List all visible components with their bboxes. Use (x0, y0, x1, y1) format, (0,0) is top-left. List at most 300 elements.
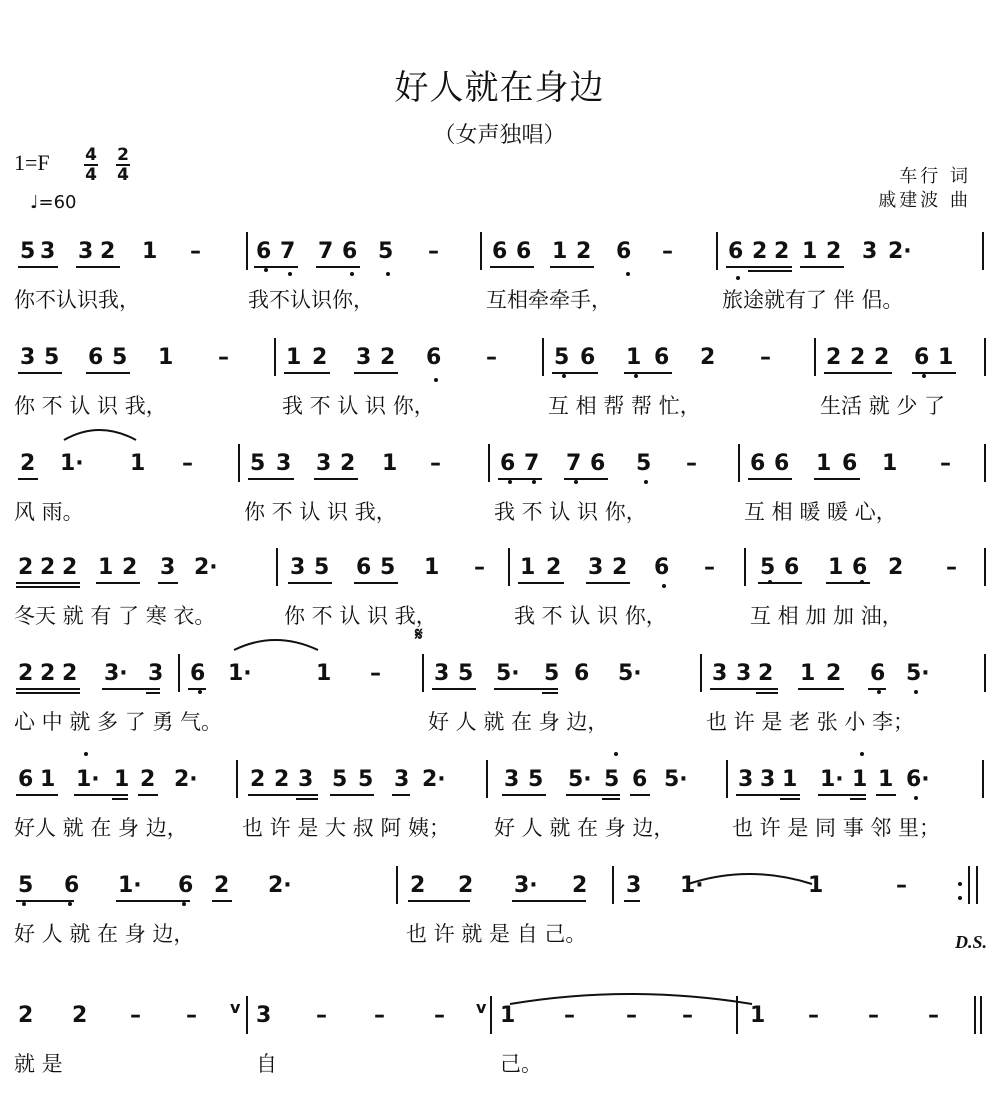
beam-underline (710, 688, 778, 690)
repeat-dot (958, 882, 962, 886)
note-symbol: 2 (40, 661, 56, 686)
beam-underline (630, 794, 650, 796)
beam-underline-double (542, 692, 558, 694)
breath-mark: v (476, 998, 487, 1017)
lyricist-credit: 车行 词 (899, 166, 971, 187)
octave-dot-below (198, 690, 202, 694)
note-symbol: 2 (340, 451, 356, 476)
note-symbol: 6 (852, 555, 868, 580)
note-symbol: 3· (104, 661, 128, 686)
note-symbol: 6 (256, 239, 272, 264)
beam-underline (818, 794, 866, 796)
meter-top: 2 (117, 145, 129, 165)
beam-underline (254, 266, 298, 268)
note-symbol: 2 (826, 661, 842, 686)
note-symbol: – (186, 1003, 197, 1028)
beam-underline (758, 582, 802, 584)
lyric-line: 也 许 是 老 张 小 李； (706, 710, 915, 734)
lyric-line: 我 不 认 识 你， (514, 604, 667, 628)
beam-underline-double (16, 586, 80, 588)
note-symbol: 6 (616, 239, 632, 264)
octave-dot-below (634, 374, 638, 378)
bar-line (276, 548, 278, 586)
note-symbol: 2 (850, 345, 866, 370)
note-symbol: – (374, 1003, 385, 1028)
lyric-line: 好 人 就 在 身 边， (494, 816, 675, 840)
note-symbol: – (182, 451, 193, 476)
lyric-line: 也 许 是 大 叔 阿 姨； (242, 816, 451, 840)
note-symbol: 5· (568, 767, 592, 792)
quarter-note-icon: ♩ (30, 192, 39, 213)
note-symbol: 2 (700, 345, 716, 370)
note-symbol: 2 (410, 873, 426, 898)
composer-credit: 戚建波 曲 (878, 190, 971, 211)
beam-underline (798, 688, 844, 690)
beam-underline (564, 478, 608, 480)
beam-underline (518, 582, 564, 584)
breath-mark: v (230, 998, 241, 1017)
note-symbol: 5· (618, 661, 642, 686)
beam-underline (748, 478, 792, 480)
bar-line (396, 866, 398, 904)
beam-underline (16, 582, 80, 584)
octave-dot-below (532, 480, 536, 484)
bar-line (738, 444, 740, 482)
tie-slur (232, 634, 322, 654)
note-symbol: 2 (380, 345, 396, 370)
note-symbol: 1 (142, 239, 158, 264)
beam-underline-double (756, 692, 778, 694)
note-symbol: 1 (552, 239, 568, 264)
note-symbol: 3 (160, 555, 176, 580)
note-symbol: – (218, 345, 229, 370)
tie-slur (686, 868, 816, 888)
note-symbol: 5· (664, 767, 688, 792)
beam-underline (76, 266, 120, 268)
bar-line (984, 548, 986, 586)
beam-underline-double (850, 798, 866, 800)
bar-line (982, 760, 984, 798)
note-symbol: – (434, 1003, 445, 1028)
note-symbol: 2 (18, 661, 34, 686)
note-symbol: 7 (280, 239, 296, 264)
note-symbol: – (868, 1003, 879, 1028)
note-symbol: 5· (906, 661, 930, 686)
bar-line (716, 232, 718, 270)
bar-line (976, 866, 978, 904)
beam-underline (736, 794, 800, 796)
lyric-line: 我 不 认 识 你， (282, 394, 435, 418)
note-symbol: – (760, 345, 771, 370)
lyric-line: 好人 就 在 身 边， (14, 816, 188, 840)
note-symbol: 6 (356, 555, 372, 580)
beam-underline (330, 794, 374, 796)
note-symbol: 5 (332, 767, 348, 792)
note-symbol: 6 (750, 451, 766, 476)
note-symbol: 6 (580, 345, 596, 370)
note-symbol: 5 (380, 555, 396, 580)
note-symbol: 2 (140, 767, 156, 792)
lyric-line: 互相牵牵手， (486, 288, 612, 312)
note-symbol: 5 (604, 767, 620, 792)
lyric-line: 你 不 认 识 我， (284, 604, 437, 628)
lyric-line: 好 人 就 在 身 边， (14, 922, 195, 946)
octave-dot-above (614, 752, 618, 756)
note-symbol: 2 (888, 555, 904, 580)
note-symbol: – (626, 1003, 637, 1028)
staff-system (0, 874, 999, 984)
bar-line (508, 548, 510, 586)
note-symbol: 3 (394, 767, 410, 792)
lyric-line: 生活 就 少 了 (820, 394, 946, 418)
bar-line (274, 338, 276, 376)
note-symbol: 1 (286, 345, 302, 370)
bar-line (238, 444, 240, 482)
note-symbol: 2 (274, 767, 290, 792)
note-symbol: 3 (738, 767, 754, 792)
beam-underline (354, 372, 398, 374)
note-symbol: 1 (500, 1003, 516, 1028)
note-symbol: 2· (888, 239, 912, 264)
lyric-line: 也 许 是 同 事 邻 里； (732, 816, 941, 840)
note-symbol: 1 (802, 239, 818, 264)
octave-dot-below (626, 272, 630, 276)
note-symbol: 6 (914, 345, 930, 370)
note-symbol: 6 (654, 345, 670, 370)
beam-underline (552, 372, 598, 374)
note-symbol: 6 (64, 873, 80, 898)
note-symbol: 2 (546, 555, 562, 580)
beam-underline (18, 372, 62, 374)
tie-slur (62, 424, 140, 444)
beam-underline (248, 478, 294, 480)
beam-underline (432, 688, 476, 690)
beam-underline (116, 900, 190, 902)
beam-underline-double (780, 798, 800, 800)
beam-underline-double (748, 270, 792, 272)
octave-dot-below (877, 690, 881, 694)
song-title: 好人就在身边 (394, 68, 605, 108)
beam-underline (212, 900, 232, 902)
beam-underline (248, 794, 318, 796)
beam-underline-double (146, 692, 160, 694)
note-symbol: 6 (492, 239, 508, 264)
note-symbol: 1· (60, 451, 84, 476)
octave-dot-below (386, 272, 390, 276)
beam-underline (408, 900, 470, 902)
staff-system (0, 452, 999, 562)
beam-underline (502, 794, 546, 796)
note-symbol: 5 (544, 661, 560, 686)
note-symbol: 5 (18, 873, 34, 898)
note-symbol: 1 (800, 661, 816, 686)
note-symbol: 2 (214, 873, 230, 898)
note-symbol: 2· (268, 873, 292, 898)
note-symbol: 3 (504, 767, 520, 792)
note-symbol: 2 (20, 451, 36, 476)
lyric-line: 旅途就有了 伴 侣。 (722, 288, 904, 312)
note-symbol: 1 (114, 767, 130, 792)
lyric-line: 互 相 暖 暖 心， (744, 500, 897, 524)
note-symbol: 6 (190, 661, 206, 686)
lyric-line: 也 许 就 是 自 己。 (406, 922, 587, 946)
bar-line (178, 654, 180, 692)
note-symbol: – (662, 239, 673, 264)
octave-dot-below (508, 480, 512, 484)
note-symbol: 1· (118, 873, 142, 898)
beam-underline-double (296, 798, 318, 800)
note-symbol: 1· (820, 767, 844, 792)
note-symbol: 2 (576, 239, 592, 264)
note-symbol: 2· (194, 555, 218, 580)
octave-dot-below (434, 378, 438, 382)
note-symbol: 6 (774, 451, 790, 476)
note-symbol: 6 (632, 767, 648, 792)
beam-underline (158, 582, 178, 584)
octave-dot-below (68, 902, 72, 906)
note-symbol: 1 (158, 345, 174, 370)
note-symbol: 3 (298, 767, 314, 792)
note-symbol: – (686, 451, 697, 476)
bar-line (744, 548, 746, 586)
note-symbol: 2 (572, 873, 588, 898)
note-symbol: 6 (426, 345, 442, 370)
lyric-line: 我不认识你， (248, 288, 374, 312)
lyric-line: 心 中 就 多 了 勇 气。 (14, 710, 223, 734)
beam-underline (392, 794, 410, 796)
note-symbol: 5 (760, 555, 776, 580)
bar-line (486, 760, 488, 798)
lyric-line: 互 相 帮 帮 忙， (548, 394, 701, 418)
bar-line (612, 866, 614, 904)
note-symbol: 2 (18, 555, 34, 580)
note-symbol: 6 (784, 555, 800, 580)
note-symbol: 3 (316, 451, 332, 476)
octave-dot-below (914, 796, 918, 800)
octave-dot-below (644, 480, 648, 484)
note-symbol: 2· (422, 767, 446, 792)
segno-icon: 𝄋 (415, 624, 423, 645)
note-symbol: 5· (496, 661, 520, 686)
note-symbol: 3 (78, 239, 94, 264)
lyric-line: 冬天 就 有 了 寒 衣。 (14, 604, 216, 628)
ds-marking: D.S. (955, 932, 988, 952)
meter-bottom: 4 (85, 165, 97, 185)
note-symbol: 2 (62, 555, 78, 580)
note-symbol: 6 (516, 239, 532, 264)
note-symbol: – (564, 1003, 575, 1028)
beam-underline (354, 582, 398, 584)
note-symbol: 5 (554, 345, 570, 370)
octave-dot-below (914, 690, 918, 694)
beam-underline (138, 794, 158, 796)
lyric-line: 互 相 加 加 油， (750, 604, 903, 628)
lyric-line: 你不认识我， (14, 288, 140, 312)
note-symbol: 3 (276, 451, 292, 476)
note-symbol: 3 (434, 661, 450, 686)
beam-underline (188, 688, 206, 690)
note-symbol: 3 (290, 555, 306, 580)
note-symbol: – (682, 1003, 693, 1028)
meter-bottom: 4 (117, 165, 129, 185)
beam-underline (314, 478, 358, 480)
note-symbol: 6· (906, 767, 930, 792)
bar-line (422, 654, 424, 692)
note-symbol: 2 (18, 1003, 34, 1028)
beam-underline (624, 900, 640, 902)
note-symbol: 3 (862, 239, 878, 264)
note-symbol: 1 (316, 661, 332, 686)
beam-underline (566, 794, 620, 796)
bar-line (246, 232, 248, 270)
song-subtitle: （女声独唱） (433, 123, 566, 148)
note-symbol: 3 (588, 555, 604, 580)
note-symbol: 6 (178, 873, 194, 898)
staff-system (0, 346, 999, 456)
note-symbol: 1 (626, 345, 642, 370)
note-symbol: 6 (590, 451, 606, 476)
note-symbol: 2 (826, 239, 842, 264)
note-symbol: 5 (358, 767, 374, 792)
note-symbol: 6 (842, 451, 858, 476)
note-symbol: 1 (98, 555, 114, 580)
bar-line (480, 232, 482, 270)
note-symbol: 6 (728, 239, 744, 264)
note-symbol: 2 (758, 661, 774, 686)
octave-dot-below (922, 374, 926, 378)
note-symbol: 2 (72, 1003, 88, 1028)
bar-line (982, 232, 984, 270)
note-symbol: 6 (870, 661, 886, 686)
bar-line (236, 760, 238, 798)
beam-underline-double (112, 798, 128, 800)
note-symbol: 3 (736, 661, 752, 686)
lyric-line: 己。 (500, 1052, 542, 1076)
octave-dot-below (574, 480, 578, 484)
note-symbol: 6 (574, 661, 590, 686)
note-symbol: 2· (174, 767, 198, 792)
time-signature-2-4 (116, 146, 130, 184)
note-symbol: 2 (312, 345, 328, 370)
note-symbol: 6 (654, 555, 670, 580)
bar-line (980, 996, 982, 1034)
beam-underline (824, 372, 892, 374)
bar-line (984, 338, 986, 376)
note-symbol: – (946, 555, 957, 580)
note-symbol: 3 (148, 661, 164, 686)
note-symbol: 5 (250, 451, 266, 476)
bar-line (700, 654, 702, 692)
bar-line (814, 338, 816, 376)
bar-line (726, 760, 728, 798)
note-symbol: 6 (18, 767, 34, 792)
beam-underline (96, 582, 140, 584)
staff-system (0, 240, 999, 350)
bar-line (984, 654, 986, 692)
note-symbol: – (428, 239, 439, 264)
note-symbol: 1 (878, 767, 894, 792)
note-symbol: 2 (874, 345, 890, 370)
note-symbol: 7 (524, 451, 540, 476)
note-symbol: 2 (774, 239, 790, 264)
note-symbol: 1 (782, 767, 798, 792)
note-symbol: 1 (40, 767, 56, 792)
octave-dot-below (350, 272, 354, 276)
bar-line (488, 444, 490, 482)
note-symbol: 2 (250, 767, 266, 792)
octave-dot-below (662, 584, 666, 588)
note-symbol: 1 (520, 555, 536, 580)
note-symbol: 2 (752, 239, 768, 264)
note-symbol: 3 (40, 239, 56, 264)
note-symbol: 5 (314, 555, 330, 580)
beam-underline (16, 794, 58, 796)
staff-system (0, 768, 999, 878)
beam-underline (912, 372, 956, 374)
lyric-line: 我 不 认 识 你， (494, 500, 647, 524)
bar-line (490, 996, 492, 1034)
note-symbol: – (130, 1003, 141, 1028)
beam-underline (624, 372, 672, 374)
note-symbol: 1· (76, 767, 100, 792)
note-symbol: – (430, 451, 441, 476)
octave-dot-above (860, 752, 864, 756)
note-symbol: 5 (378, 239, 394, 264)
note-symbol: 1 (938, 345, 954, 370)
beam-underline (494, 688, 558, 690)
note-symbol: – (486, 345, 497, 370)
note-symbol: 1 (828, 555, 844, 580)
lyric-line: 好 人 就 在 身 边， (428, 710, 609, 734)
note-symbol: 3 (20, 345, 36, 370)
note-symbol: 5 (636, 451, 652, 476)
note-symbol: 3 (256, 1003, 272, 1028)
note-symbol: – (896, 873, 907, 898)
beam-underline (74, 794, 128, 796)
key-signature: 1=F (14, 150, 50, 175)
octave-dot-below (562, 374, 566, 378)
beam-underline (16, 688, 80, 690)
note-symbol: – (316, 1003, 327, 1028)
note-symbol: – (190, 239, 201, 264)
beam-underline-double (602, 798, 620, 800)
note-symbol: 2 (458, 873, 474, 898)
beam-underline (284, 372, 330, 374)
note-symbol: 2 (100, 239, 116, 264)
lyric-line: 就 是 (14, 1052, 63, 1076)
octave-dot-below (860, 580, 864, 584)
bar-line (968, 866, 970, 904)
note-symbol: 6 (88, 345, 104, 370)
note-symbol: 5 (112, 345, 128, 370)
note-symbol: 2 (612, 555, 628, 580)
staff-system (0, 556, 999, 666)
note-symbol: 7 (318, 239, 334, 264)
note-symbol: 1· (680, 873, 704, 898)
lyric-line: 你 不 认 识 我， (14, 394, 167, 418)
beam-underline (288, 582, 332, 584)
beam-underline (86, 372, 130, 374)
beam-underline (814, 478, 860, 480)
beam-underline (586, 582, 630, 584)
note-symbol: – (808, 1003, 819, 1028)
lyric-line: 你 不 认 识 我， (244, 500, 397, 524)
octave-dot-below (288, 272, 292, 276)
note-symbol: 2 (40, 555, 56, 580)
tempo-value: =60 (38, 192, 77, 213)
lyric-line: 自 (256, 1052, 277, 1076)
tempo-marking (30, 192, 77, 213)
